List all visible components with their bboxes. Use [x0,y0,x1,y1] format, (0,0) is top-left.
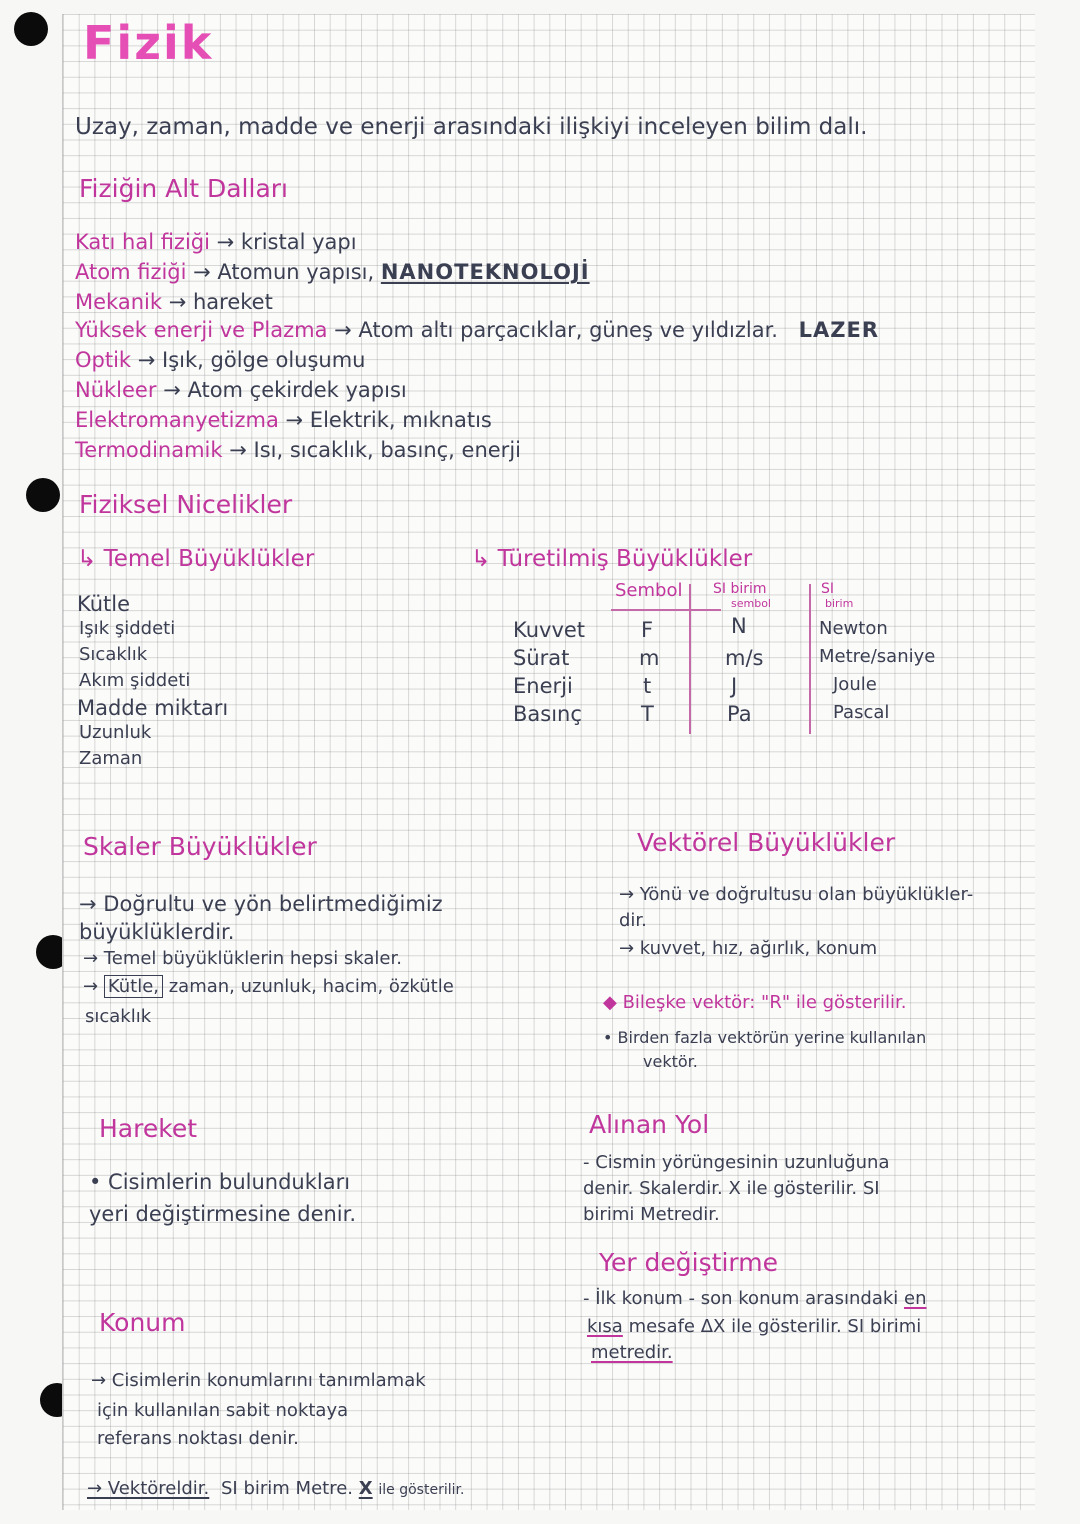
branch-item: Termodinamik → Isı, sıcaklık, basınç, enerji [75,438,521,462]
list-item: Akım şiddeti [79,670,191,691]
branch-item: Yüksek enerji ve Plazma → Atom altı parçacıklar, güneş ve yıldızlar. LAZER [75,318,880,342]
table-row-unit-symbol: Pa [727,702,752,726]
scalar-line: büyüklüklerdir. [79,920,235,944]
laser-label: LAZER [798,318,880,342]
branches-heading: Fiziğin Alt Dalları [79,174,288,203]
table-row-name: Enerji [513,674,573,698]
derived-quantities-heading: ↳ Türetilmiş Büyüklükler [471,546,753,572]
vector-bullet: ◆ Bileşke vektör: "R" ile gösterilir. [603,992,907,1013]
distance-line: - Cismin yörüngesinin uzunluğuna [583,1152,890,1173]
distance-line: denir. Skalerdir. X ile gösterilir. SI [583,1178,880,1199]
binder-hole [26,478,60,512]
list-item: Kütle [77,592,131,616]
boxed-word: Kütle, [104,975,163,998]
table-row-unit-symbol: J [731,674,738,698]
displacement-line: kısa mesafe ΔX ile gösterilir. SI birimi [587,1316,922,1337]
table-row-symbol: m [639,646,660,670]
displacement-heading: Yer değiştirme [599,1248,778,1277]
list-item: Sıcaklık [79,644,148,665]
page-title: Fizik [83,16,214,70]
column-header-unit: SI [821,581,835,597]
vector-x-symbol: X [358,1478,373,1499]
notebook-page [62,14,1035,1510]
column-header-unit: birim [825,597,854,610]
list-item: Uzunluk [79,722,152,743]
nanotechnology-label: NANOTEKNOLOJİ [380,260,590,284]
intro-text: Uzay, zaman, madde ve enerji arasındaki ilişkiyi inceleyen bilim dalı. [75,114,868,140]
table-row-symbol: T [641,702,654,726]
position-line: → Vektöreldir. SI birim Metre. X ile gösterilir. [87,1478,465,1499]
column-header-symbol: Sembol [615,580,683,601]
position-heading: Konum [99,1308,186,1337]
motion-heading: Hareket [99,1114,197,1143]
branch-item: Mekanik → hareket [75,290,273,314]
scalar-line: → Temel büyüklüklerin hepsi skaler. [83,948,402,969]
vector-bullet: vektör. [643,1052,698,1071]
branch-item: Nükleer → Atom çekirdek yapısı [75,378,407,402]
table-divider [611,609,721,611]
branch-item: Optik → Işık, gölge oluşumu [75,348,366,372]
motion-line: • Cisimlerin bulundukları [89,1170,351,1194]
distance-line: birimi Metredir. [583,1204,720,1225]
table-row-unit: Metre/saniye [819,646,936,667]
displacement-line: - İlk konum - son konum arasındaki en [583,1288,927,1309]
branch-item: Atom fiziği → Atomun yapısı, NANOTEKNOLOJİ [75,260,590,284]
table-divider [689,584,691,734]
scalar-line: → Doğrultu ve yön belirtmediğimiz [79,892,443,916]
table-row-unit: Pascal [833,702,890,723]
position-line: için kullanılan sabit noktaya [97,1400,349,1421]
scalar-line: sıcaklık [85,1006,152,1027]
branch-item: Elektromanyetizma → Elektrik, mıknatıs [75,408,492,432]
vector-heading: Vektörel Büyüklükler [637,828,896,857]
vector-line: → Yönü ve doğrultusu olan büyüklükler- [619,884,974,905]
table-row-name: Basınç [513,702,582,726]
quantities-heading: Fiziksel Nicelikler [79,490,293,519]
table-row-symbol: F [641,618,654,642]
branch-item: Katı hal fiziği → kristal yapı [75,230,357,254]
table-row-symbol: t [643,674,652,698]
position-line: referans noktası denir. [97,1428,299,1449]
binder-hole [14,12,48,46]
list-item: Madde miktarı [77,696,229,720]
table-divider [809,584,811,734]
column-header-unit-symbol: sembol [731,597,771,610]
scalar-line: → Kütle, zaman, uzunluk, hacim, özkütle [83,976,454,997]
table-row-name: Sürat [513,646,570,670]
motion-line: yeri değiştirmesine denir. [89,1202,357,1226]
displacement-line: metredir. [591,1342,673,1363]
list-item: Zaman [79,748,143,769]
column-header-unit-symbol: SI birim [713,581,767,597]
table-row-unit: Newton [819,618,888,639]
vector-bullet: • Birden fazla vektörün yerine kullanılan [603,1028,927,1047]
table-row-name: Kuvvet [513,618,586,642]
table-row-unit-symbol: N [731,614,747,638]
position-line: → Cisimlerin konumlarını tanımlamak [91,1370,426,1391]
list-item: Işık şiddeti [79,618,176,639]
table-row-unit-symbol: m/s [725,646,764,670]
vector-line: dir. [619,910,647,931]
vector-line: → kuvvet, hız, ağırlık, konum [619,938,878,959]
distance-heading: Alınan Yol [589,1110,710,1139]
table-row-unit: Joule [833,674,877,695]
basic-quantities-heading: ↳ Temel Büyüklükler [77,546,315,572]
scalar-heading: Skaler Büyüklükler [83,832,317,861]
